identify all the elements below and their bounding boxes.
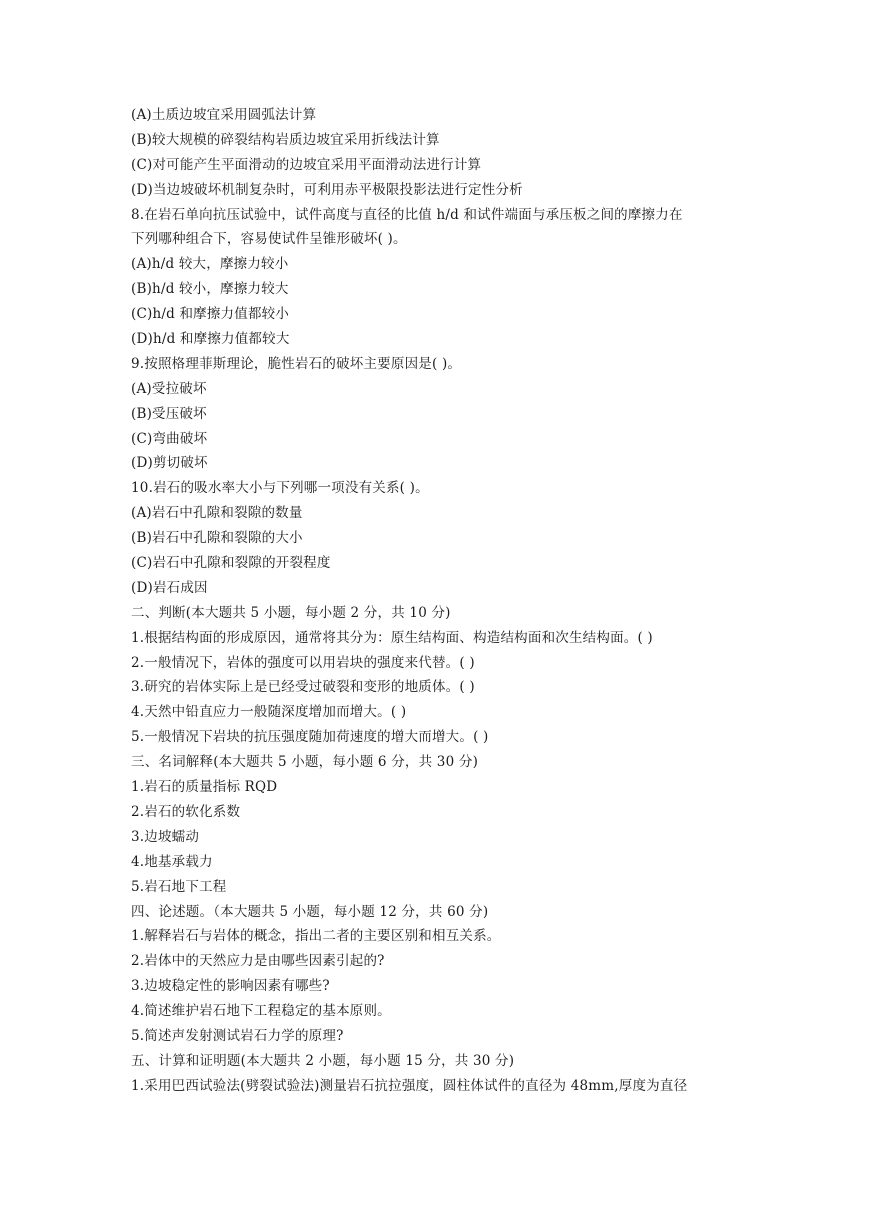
essay-item-2: 2.岩体中的天然应力是由哪些因素引起的? (131, 953, 385, 970)
document-page (131, 103, 751, 1099)
calculation-item-1: 1.采用巴西试验法(劈裂试验法)测量岩石抗拉强度，圆柱体试件的直径为 48mm,厚度为直径 (131, 1077, 688, 1094)
section-heading-judgment: 二、判断(本大题共 5 小题，每小题 2 分，共 10 分) (131, 604, 451, 621)
question-8-cont: 下列哪种组合下，容易使试件呈锥形破坏( )。 (131, 231, 407, 248)
section-heading-terms: 三、名词解释(本大题共 5 小题，每小题 6 分，共 30 分) (131, 754, 479, 771)
option-9c: (C)弯曲破坏 (131, 430, 208, 447)
essay-item-1: 1.解释岩石与岩体的概念，指出二者的主要区别和相互关系。 (131, 928, 501, 945)
section-heading-essay: 四、论述题。（本大题共 5 小题，每小题 12 分，共 60 分) (131, 903, 489, 920)
term-item-2: 2.岩石的软化系数 (131, 803, 241, 820)
option-8c: (C)h/d 和摩擦力值都较小 (131, 306, 290, 323)
option-8a: (A)h/d 较大，摩擦力较小 (131, 256, 289, 273)
essay-item-4: 4.简述维护岩石地下工程稳定的基本原则。 (131, 1003, 391, 1020)
option-9a: (A)受拉破坏 (131, 380, 207, 397)
term-item-3: 3.边坡蠕动 (131, 828, 200, 845)
judgment-item-4: 4.天然中铅直应力一般随深度增加而增大。( ) (131, 704, 407, 721)
judgment-item-1: 1.根据结构面的形成原因，通常将其分为：原生结构面、构造结构面和次生结构面。( ) (131, 629, 653, 646)
section-heading-calculation: 五、计算和证明题(本大题共 2 小题，每小题 15 分，共 30 分) (131, 1052, 515, 1069)
judgment-item-5: 5.一般情况下岩块的抗压强度随加荷速度的增大而增大。( ) (131, 729, 489, 746)
option-7a: (A)土质边坡宜采用圆弧法计算 (131, 107, 317, 123)
judgment-item-2: 2.一般情况下，岩体的强度可以用岩块的强度来代替。( ) (131, 654, 475, 671)
term-item-1: 1.岩石的质量指标 RQD (131, 779, 278, 796)
question-10: 10.岩石的吸水率大小与下列哪一项没有关系( )。 (131, 480, 429, 497)
judgment-item-3: 3.研究的岩体实际上是已经受过破裂和变形的地质体。( ) (131, 679, 475, 696)
option-8b: (B)h/d 较小，摩擦力较大 (131, 281, 289, 298)
term-item-4: 4.地基承载力 (131, 853, 213, 870)
essay-item-5: 5.简述声发射测试岩石力学的原理? (131, 1027, 344, 1044)
option-10a: (A)岩石中孔隙和裂隙的数量 (131, 505, 303, 522)
option-7d: (D)当边坡破坏机制复杂时，可利用赤平极限投影法进行定性分析 (131, 181, 523, 198)
option-9d: (D)剪切破坏 (131, 455, 208, 472)
term-item-5: 5.岩石地下工程 (131, 878, 227, 895)
option-10b: (B)岩石中孔隙和裂隙的大小 (131, 530, 303, 547)
option-10d: (D)岩石成因 (131, 579, 208, 596)
question-8: 8.在岩石单向抗压试验中，试件高度与直径的比值 h/d 和试件端面与承压板之间的摩擦力在 (131, 206, 683, 223)
option-7c: (C)对可能产生平面滑动的边坡宜采用平面滑动法进行计算 (131, 156, 482, 173)
option-8d: (D)h/d 和摩擦力值都较大 (131, 331, 290, 348)
option-9b: (B)受压破坏 (131, 405, 207, 422)
option-7b: (B)较大规模的碎裂结构岩质边坡宜采用折线法计算 (131, 131, 440, 148)
option-10c: (C)岩石中孔隙和裂隙的开裂程度 (131, 555, 331, 572)
essay-item-3: 3.边坡稳定性的影响因素有哪些? (131, 978, 330, 995)
question-9: 9.按照格理菲斯理论，脆性岩石的破坏主要原因是( )。 (131, 355, 462, 372)
